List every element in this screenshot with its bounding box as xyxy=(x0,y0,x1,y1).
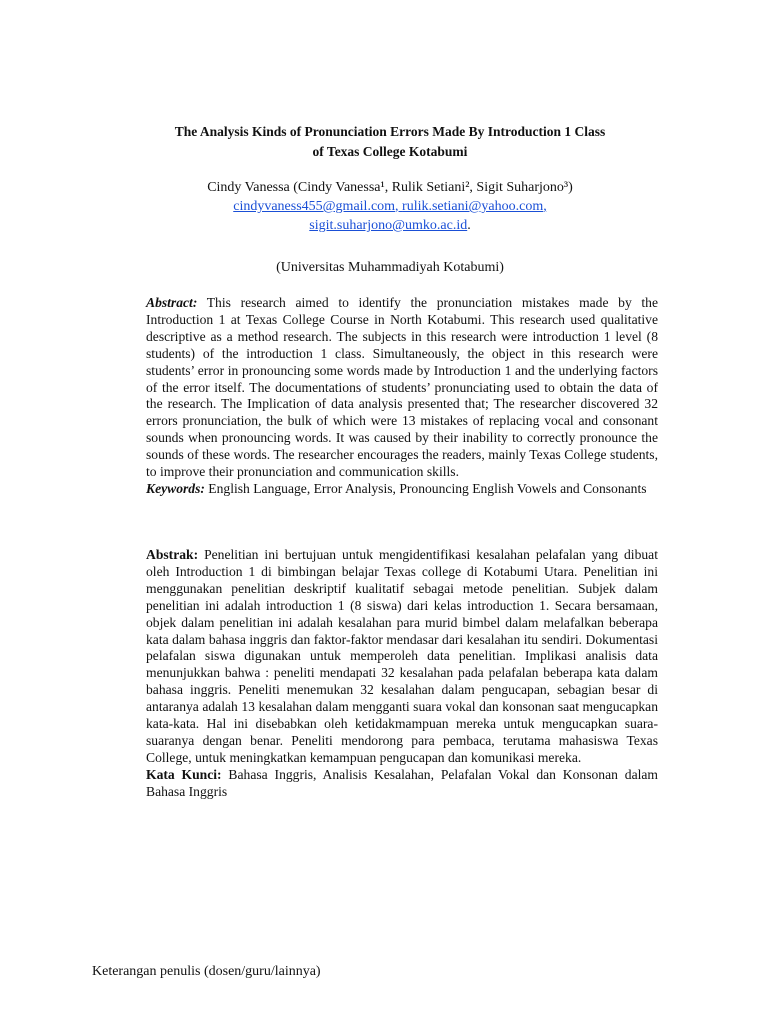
abstract-label: Abstract: xyxy=(146,295,198,310)
email-link-2[interactable]: rulik.setiani@yahoo.com xyxy=(402,199,544,214)
title-line-2: of Texas College Kotabumi xyxy=(312,144,468,159)
abstract-text: This research aimed to identify the pronunciation mistakes made by the Introduction 1 at Texas College Course in North Kotabumi. This research used qualitative descriptive as a method research. The subjects in this research were introduction 1 level (8 students) of the introduction 1 class. Simultaneously, the object in this research were students’ error in pronouncing some words made by Introduction 1 and the underlying factors of the error itself. The documentations of students’ pronunciating used to obtain the data of the research. The Implication of data analysis presented that; The researcher discovered 32 errors pronunciation, the bulk of which were 13 mistakes of replacing vocal and consonant sounds when pronouncing words. It was caused by their inability to correctly pronounce the sounds of these words. The researcher encourages the readers, mainly Texas College students, to improve their pronunciation and communication skills. xyxy=(146,295,658,480)
abstract-indonesian xyxy=(146,547,658,801)
affiliation: (Universitas Muhammadiyah Kotabumi) xyxy=(276,260,504,275)
abstrak-paragraph xyxy=(146,547,658,767)
abstrak-text: Penelitian ini bertujuan untuk mengidentifikasi kesalahan pelafalan yang dibuat oleh Introduction 1 di bimbingan belajar Texas college di Kotabumi Utara. Penelitian ini menggunakan penelitian deskriptif kualitatif sebagai metode penelitian. Subjek dalam penelitian ini adalah introduction 1 (8 siswa) dari kelas introduction 1. Secara bersamaan, objek dalam penelitian ini adalah kesalahan para murid bimbel dalam melafalkan beberapa kata dalam bahasa inggris dan faktor-faktor mendasar dari kesalahan itu sendiri. Dokumentasi pelafalan siswa digunakan untuk memperoleh data penelitian. Implikasi analisis data menunjukkan bahwa : peneliti mendapati 32 kesalahan pada pelafalan beberapa kata dalam bahasa inggris. Peneliti menemukan 32 kesalahan dalam pengucapan, sebagian besar di antaranya adalah 13 kesalahan dalam mengganti suara vokal dan konsonan saat mengucapkan kata-kata. Hal ini disebabkan oleh ketidakmampuan mereka untuk mengucapkan suara-suaranya dengan benar. Peneliti mendorong para pembaca, terutama mahasiswa Texas College, untuk meningkatkan kemampuan pengucapan dan komunikasi mereka. xyxy=(146,547,658,765)
author-block xyxy=(140,178,640,235)
abstract-english xyxy=(146,295,658,498)
keywords-text: English Language, Error Analysis, Pronouncing English Vowels and Consonants xyxy=(204,480,647,496)
author-footnote: Keterangan penulis (dosen/guru/lainnya) xyxy=(92,964,321,979)
email-line-1 xyxy=(140,197,640,216)
email-link-2-trail[interactable]: , xyxy=(543,199,547,214)
title-line-1: The Analysis Kinds of Pronunciation Errors Made By Introduction 1 Class xyxy=(174,124,606,139)
paper-title xyxy=(140,122,640,162)
abstrak-label: Abstrak: xyxy=(146,547,199,562)
email-link-3[interactable]: sigit.suharjono@umko.ac.id xyxy=(309,218,468,233)
email-separator: , xyxy=(395,199,403,214)
keywords-label: Keywords: xyxy=(146,480,205,496)
email-trail: . xyxy=(467,218,471,233)
kata-kunci-paragraph xyxy=(146,767,658,801)
email-line-2 xyxy=(140,216,640,235)
kata-kunci-text: Bahasa Inggris, Analisis Kesalahan, Pelafalan Vokal dan Konsonan dalam Bahasa Inggris xyxy=(146,766,658,799)
kata-kunci-label: Kata Kunci: xyxy=(146,766,222,782)
author-names: Cindy Vanessa (Cindy Vanessa¹, Rulik Setiani², Sigit Suharjono³) xyxy=(207,180,573,195)
abstract-paragraph xyxy=(146,295,658,481)
email-link-1[interactable]: cindyvaness455@gmail.com xyxy=(233,199,396,214)
keywords-paragraph xyxy=(146,481,658,498)
